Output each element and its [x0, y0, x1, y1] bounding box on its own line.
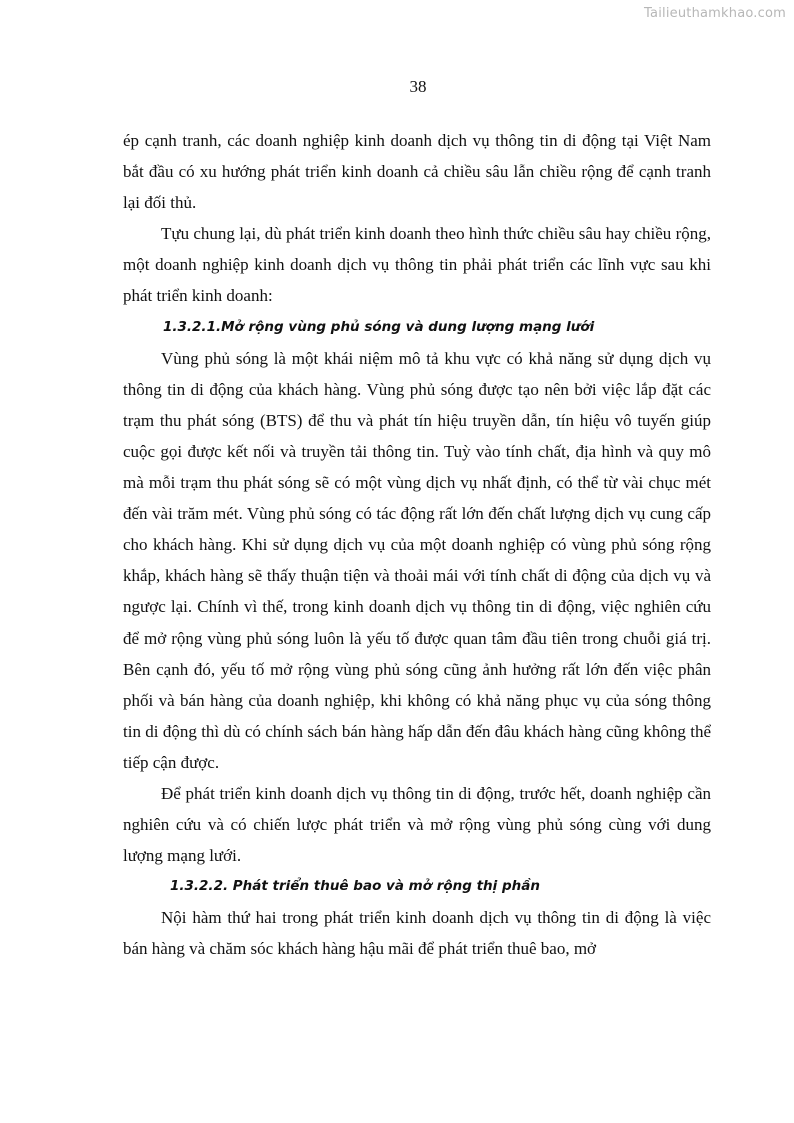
page-number: 38 — [409, 77, 427, 96]
paragraph-3: Vùng phủ sóng là một khái niệm mô tả khu vực có khả năng sử dụng dịch vụ thông tin di động của khách hàng. Vùng phủ sóng được tạo nên bởi việc lắp đặt các trạm thu phát sóng (BTS) để thu và phát tín hiệu truyền dẫn, tín hiệu vô tuyến giúp cuộc gọi được kết nối và truyền tải thông tin. Tuỳ vào tính chất, địa hình và quy mô mà mỗi trạm thu phát sóng sẽ có một vùng dịch vụ nhất định, có thể từ vài chục mét đến vài trăm mét. Vùng phủ sóng có tác động rất lớn đến chất lượng dịch vụ cung cấp cho khách hàng. Khi sử dụng dịch vụ của một doanh nghiệp có vùng phủ sóng rộng khắp, khách hàng sẽ thấy thuận tiện và thoải mái với tính chất di động của dịch vụ và ngược lại. Chính vì thế, trong kinh doanh dịch vụ thông tin di động, việc nghiên cứu để mở rộng vùng phủ sóng luôn là yếu tố được quan tâm đầu tiên trong chuỗi giá trị. Bên cạnh đó, yếu tố mở rộng vùng phủ sóng cũng ảnh hưởng rất lớn đến việc phân phối và bán hàng của doanh nghiệp, khi không có khả năng phục vụ của sóng thông tin di động thì dù có chính sách bán hàng hấp dẫn đến đâu khách hàng cũng không thể tiếp cận được. — [123, 348, 711, 772]
paragraph-2: Tựu chung lại, dù phát triển kinh doanh theo hình thức chiều sâu hay chiều rộng, một doanh nghiệp kinh doanh dịch vụ thông tin phải phát triển các lĩnh vực sau khi phát triển kinh doanh: — [123, 224, 711, 306]
paragraph-4: Để phát triển kinh doanh dịch vụ thông tin di động, trước hết, doanh nghiệp cần nghiên cứu và có chiến lược phát triển và mở rộng vùng phủ sóng cùng với dung lượng mạng lưới. — [123, 783, 711, 866]
paragraph-5: Nội hàm thứ hai trong phát triển kinh doanh dịch vụ thông tin di động là việc bán hàng và chăm sóc khách hàng hậu mãi để phát triển thuê bao, mở — [123, 908, 711, 959]
document-body — [123, 125, 711, 965]
section-heading-1-3-2-2: 1.3.2.2. Phát triển thuê bao và mở rộng thị phần — [170, 878, 540, 895]
paragraph-1: ép cạnh tranh, các doanh nghiệp kinh doanh dịch vụ thông tin di động tại Việt Nam bắt đầu có xu hướng phát triển kinh doanh cả chiều sâu lẫn chiều rộng để cạnh tranh lại đối thủ. — [123, 131, 711, 213]
watermark: Tailieuthamkhao.com — [644, 6, 786, 21]
section-heading-1-3-2-1: 1.3.2.1.Mở rộng vùng phủ sóng và dung lượng mạng lưới — [163, 318, 595, 335]
